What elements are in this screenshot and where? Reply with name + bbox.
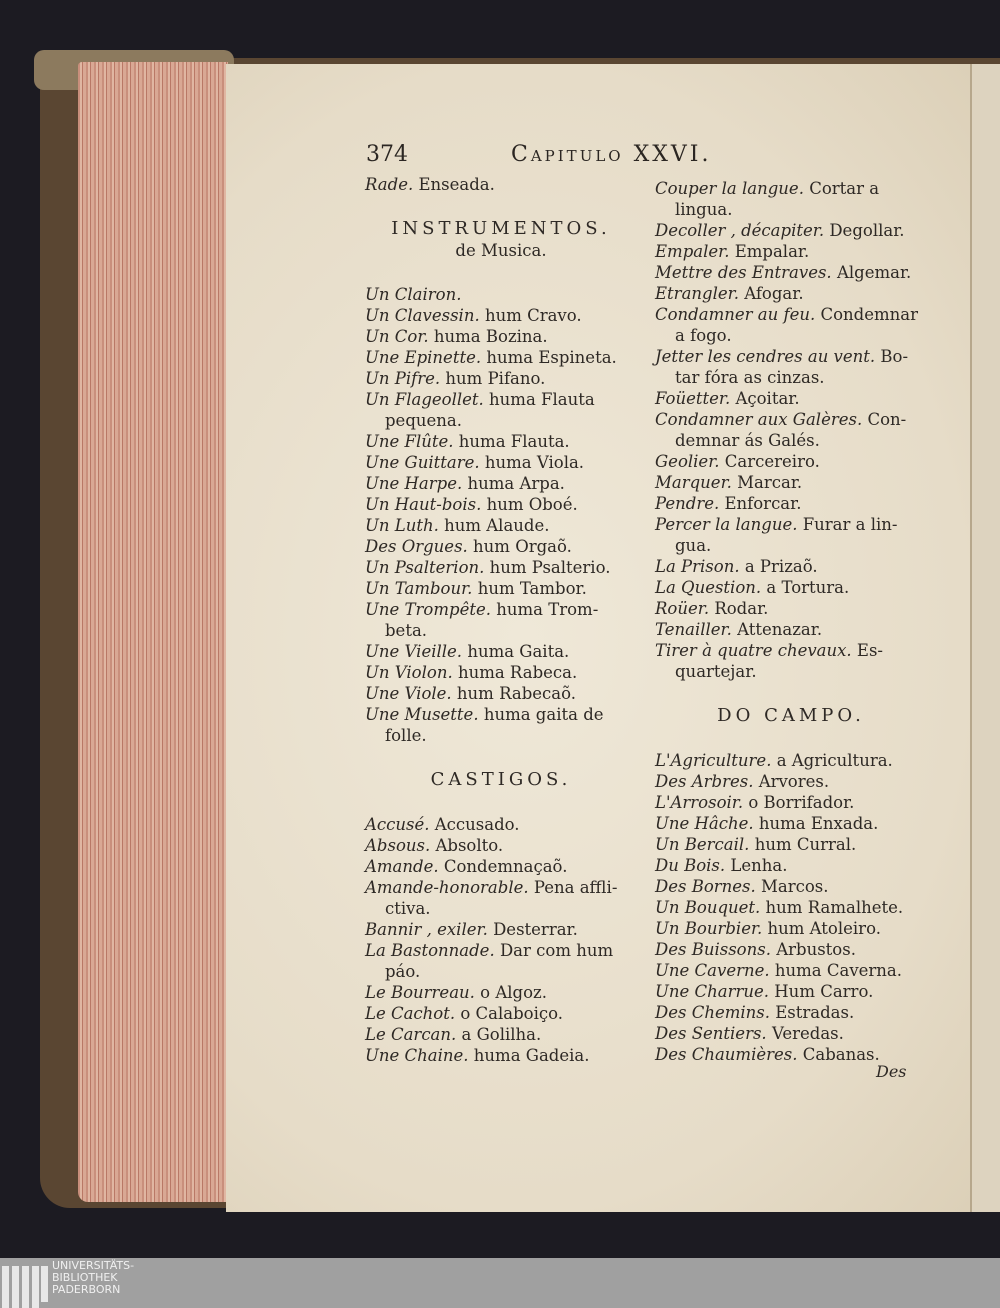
- glossary-entry: [365, 368, 637, 389]
- portuguese-term: huma Caverna.: [774, 961, 903, 980]
- glossary-entry: [655, 556, 927, 577]
- portuguese-term: o Calaboiço.: [460, 1004, 564, 1023]
- portuguese-term: huma Rabeca.: [457, 663, 578, 682]
- portuguese-term: Marcar.: [737, 473, 803, 492]
- portuguese-term: Veredas.: [771, 1024, 844, 1043]
- french-term: Une Viole.: [365, 684, 452, 703]
- glossary-entry: [655, 220, 927, 241]
- spacer: [655, 682, 927, 705]
- glossary-entry: [365, 940, 637, 961]
- french-term: Une Trompête.: [365, 600, 491, 619]
- french-term: Un Haut-bois.: [365, 495, 482, 514]
- french-term: Un Pifre.: [365, 369, 441, 388]
- french-term: La Prison.: [655, 557, 740, 576]
- left-column: [365, 174, 637, 1066]
- glossary-entry: [365, 515, 637, 536]
- french-term: Une Guittare.: [365, 453, 480, 472]
- french-term: Une Caverne.: [655, 961, 770, 980]
- portuguese-term: hum Curral.: [754, 835, 857, 854]
- glossary-entry: [655, 514, 927, 535]
- french-term: Un Bouquet.: [655, 898, 761, 917]
- portuguese-term: Estradas.: [775, 1003, 855, 1022]
- entry-continuation: ctiva.: [385, 899, 431, 918]
- portuguese-term: Cortar a: [809, 179, 880, 198]
- glossary-entry: [365, 431, 637, 452]
- portuguese-term: hum Alaude.: [444, 516, 550, 535]
- portuguese-term: huma Flauta: [489, 390, 595, 409]
- entry-continuation: demnar ás Galés.: [675, 431, 820, 450]
- glossary-entry: [365, 599, 637, 620]
- portuguese-term: Açoitar.: [735, 389, 800, 408]
- glossary-entry: [365, 347, 637, 368]
- portuguese-term: Algemar.: [836, 263, 912, 282]
- french-term: Absous.: [365, 836, 431, 855]
- glossary-entry: [365, 452, 637, 473]
- section-subheading: de Musica.: [455, 241, 547, 260]
- french-term: Une Flûte.: [365, 432, 454, 451]
- french-term: Tenailler.: [655, 620, 732, 639]
- french-term: Un Bercail.: [655, 835, 750, 854]
- glossary-entry: [365, 557, 637, 578]
- entry-continuation: a fogo.: [675, 326, 732, 345]
- portuguese-term: huma Espineta.: [486, 348, 617, 367]
- glossary-entry: [655, 960, 927, 981]
- catchword: Des: [876, 1062, 907, 1081]
- portuguese-term: hum Atoleiro.: [767, 919, 881, 938]
- spacer: [365, 195, 637, 218]
- french-term: Rade.: [365, 175, 414, 194]
- glossary-entry: [655, 1002, 927, 1023]
- glossary-entry: [365, 174, 637, 195]
- portuguese-term: Con-: [867, 410, 907, 429]
- portuguese-term: Condemnar: [820, 305, 918, 324]
- glossary-entry: [655, 598, 927, 619]
- glossary-entry: [365, 1003, 637, 1024]
- french-term: Une Hâche.: [655, 814, 754, 833]
- glossary-entry: [655, 855, 927, 876]
- french-term: Le Bourreau.: [365, 983, 475, 1002]
- library-logo-text: UNIVERSITÄTS- BIBLIOTHEK PADERBORN: [52, 1259, 135, 1296]
- french-term: Des Orgues.: [365, 537, 468, 556]
- french-term: Des Chaumières.: [655, 1045, 798, 1064]
- portuguese-term: Hum Carro.: [774, 982, 874, 1001]
- french-term: Le Carcan.: [365, 1025, 457, 1044]
- portuguese-term: a Prizaõ.: [744, 557, 818, 576]
- french-term: Des Chemins.: [655, 1003, 770, 1022]
- glossary-entry: [365, 814, 637, 835]
- french-term: La Question.: [655, 578, 762, 597]
- facing-page-edge: [970, 64, 1000, 1212]
- french-term: Du Bois.: [655, 856, 726, 875]
- running-header: [366, 142, 946, 168]
- glossary-entry: [655, 493, 927, 514]
- french-term: Le Cachot.: [365, 1004, 456, 1023]
- french-term: L'Arrosoir.: [655, 793, 744, 812]
- portuguese-term: hum Tambor.: [477, 579, 587, 598]
- french-term: Une Vieille.: [365, 642, 463, 661]
- glossary-entry: [655, 619, 927, 640]
- glossary-entry: [655, 750, 927, 771]
- entry-continuation: lingua.: [675, 200, 733, 219]
- section-heading: CASTIGOS.: [430, 769, 572, 790]
- portuguese-term: a Tortura.: [766, 578, 850, 597]
- glossary-entry: [655, 388, 927, 409]
- page-number: 374: [366, 142, 408, 167]
- portuguese-term: Condemnaçaõ.: [443, 857, 568, 876]
- french-term: Une Charrue.: [655, 982, 770, 1001]
- french-term: Decoller , décapiter.: [655, 221, 825, 240]
- french-term: Condamner aux Galères.: [655, 410, 863, 429]
- portuguese-term: huma Enxada.: [758, 814, 879, 833]
- glossary-entry: [655, 577, 927, 598]
- glossary-entry: [655, 939, 927, 960]
- french-term: Marquer.: [655, 473, 732, 492]
- glossary-entry: [655, 262, 927, 283]
- glossary-entry: [365, 536, 637, 557]
- portuguese-term: Dar com hum: [499, 941, 614, 960]
- portuguese-term: Accusado.: [434, 815, 520, 834]
- french-term: Etrangler.: [655, 284, 739, 303]
- portuguese-term: Absolto.: [435, 836, 504, 855]
- portuguese-term: hum Cravo.: [484, 306, 582, 325]
- french-term: Accusé.: [365, 815, 430, 834]
- portuguese-term: hum Rabecaõ.: [456, 684, 576, 703]
- french-term: Un Luth.: [365, 516, 439, 535]
- french-term: Des Arbres.: [655, 772, 754, 791]
- glossary-entry: [365, 326, 637, 347]
- entry-continuation: quartejar.: [675, 662, 757, 681]
- glossary-entry: [655, 771, 927, 792]
- glossary-entry: [655, 472, 927, 493]
- glossary-entry: [655, 876, 927, 897]
- portuguese-term: huma Arpa.: [467, 474, 565, 493]
- spacer: [365, 791, 637, 814]
- portuguese-term: hum Psalterio.: [489, 558, 611, 577]
- portuguese-term: Rodar.: [714, 599, 769, 618]
- page-edges: [78, 62, 228, 1202]
- glossary-entry: [365, 683, 637, 704]
- glossary-entry: [655, 451, 927, 472]
- french-term: Bannir , exiler.: [365, 920, 488, 939]
- portuguese-term: Carcereiro.: [724, 452, 820, 471]
- entry-continuation: beta.: [385, 621, 428, 640]
- glossary-entry: [655, 918, 927, 939]
- spacer: [655, 727, 927, 750]
- french-term: Un Violon.: [365, 663, 453, 682]
- french-term: Condamner au feu.: [655, 305, 816, 324]
- portuguese-term: Arvores.: [758, 772, 830, 791]
- section-heading: DO CAMPO.: [717, 705, 865, 726]
- glossary-entry: [655, 897, 927, 918]
- glossary-entry: [365, 877, 637, 898]
- french-term: Des Buissons.: [655, 940, 771, 959]
- spacer: [365, 746, 637, 769]
- french-term: Percer la langue.: [655, 515, 798, 534]
- portuguese-term: Lenha.: [730, 856, 788, 875]
- french-term: Un Cor.: [365, 327, 429, 346]
- portuguese-term: Arbustos.: [776, 940, 856, 959]
- french-term: Mettre des Entraves.: [655, 263, 832, 282]
- glossary-entry: [365, 578, 637, 599]
- french-term: Amande.: [365, 857, 439, 876]
- glossary-entry: [365, 1045, 637, 1066]
- spacer: [365, 261, 637, 284]
- french-term: Foüetter.: [655, 389, 731, 408]
- portuguese-term: Pena affli-: [533, 878, 618, 897]
- chapter-title: Capitulo XXVI.: [511, 142, 712, 167]
- french-term: Geolier.: [655, 452, 720, 471]
- portuguese-term: hum Ramalhete.: [765, 898, 904, 917]
- french-term: Des Sentiers.: [655, 1024, 767, 1043]
- portuguese-term: hum Pifano.: [445, 369, 546, 388]
- glossary-entry: [365, 856, 637, 877]
- french-term: L'Agriculture.: [655, 751, 772, 770]
- portuguese-term: Afogar.: [744, 284, 804, 303]
- glossary-entry: [365, 919, 637, 940]
- glossary-entry: [365, 284, 637, 305]
- glossary-entry: [365, 473, 637, 494]
- portuguese-term: Cabanas.: [802, 1045, 880, 1064]
- entry-continuation: tar fóra as cinzas.: [675, 368, 825, 387]
- portuguese-term: hum Oboé.: [486, 495, 578, 514]
- glossary-entry: [655, 813, 927, 834]
- french-term: Un Clavessin.: [365, 306, 480, 325]
- french-term: Une Musette.: [365, 705, 479, 724]
- entry-continuation: folle.: [385, 726, 427, 745]
- glossary-entry: [365, 305, 637, 326]
- portuguese-term: a Agricultura.: [776, 751, 893, 770]
- portuguese-term: Es-: [856, 641, 884, 660]
- glossary-entry: [655, 1023, 927, 1044]
- glossary-entry: [365, 389, 637, 410]
- portuguese-term: a Golilha.: [461, 1025, 542, 1044]
- glossary-entry: [655, 346, 927, 367]
- glossary-entry: [655, 792, 927, 813]
- portuguese-term: huma Flauta.: [458, 432, 570, 451]
- portuguese-term: o Borrifador.: [748, 793, 855, 812]
- portuguese-term: huma Gadeia.: [473, 1046, 590, 1065]
- portuguese-term: hum Orgaõ.: [473, 537, 572, 556]
- right-column: [655, 178, 927, 1065]
- portuguese-term: Empalar.: [734, 242, 810, 261]
- french-term: Un Psalterion.: [365, 558, 485, 577]
- french-term: Des Bornes.: [655, 877, 756, 896]
- portuguese-term: Furar a lin-: [802, 515, 898, 534]
- portuguese-term: Desterrar.: [493, 920, 578, 939]
- portuguese-term: Enforcar.: [724, 494, 802, 513]
- portuguese-term: huma Gaita.: [467, 642, 570, 661]
- french-term: Une Epinette.: [365, 348, 482, 367]
- portuguese-term: huma Viola.: [484, 453, 585, 472]
- glossary-entry: [655, 241, 927, 262]
- portuguese-term: Attenazar.: [737, 620, 823, 639]
- glossary-entry: [655, 981, 927, 1002]
- library-footer: [0, 1258, 1000, 1308]
- french-term: Une Harpe.: [365, 474, 463, 493]
- french-term: Un Tambour.: [365, 579, 473, 598]
- glossary-entry: [365, 641, 637, 662]
- french-term: Tirer à quatre chevaux.: [655, 641, 852, 660]
- glossary-entry: [655, 834, 927, 855]
- glossary-entry: [655, 283, 927, 304]
- glossary-entry: [365, 835, 637, 856]
- french-term: Un Clairon.: [365, 285, 462, 304]
- portuguese-term: Bo-: [880, 347, 909, 366]
- glossary-entry: [655, 640, 927, 661]
- portuguese-term: o Algoz.: [480, 983, 547, 1002]
- glossary-entry: [365, 704, 637, 725]
- french-term: Roüer.: [655, 599, 710, 618]
- french-term: Une Chaine.: [365, 1046, 469, 1065]
- french-term: Jetter les cendres au vent.: [655, 347, 876, 366]
- portuguese-term: huma gaita de: [483, 705, 604, 724]
- section-heading: INSTRUMENTOS.: [391, 218, 611, 239]
- portuguese-term: huma Bozina.: [433, 327, 548, 346]
- portuguese-term: Degollar.: [829, 221, 905, 240]
- glossary-entry: [365, 1024, 637, 1045]
- french-term: Couper la langue.: [655, 179, 804, 198]
- french-term: La Bastonnade.: [365, 941, 495, 960]
- portuguese-term: huma Trom-: [496, 600, 599, 619]
- portuguese-term: Enseada.: [418, 175, 495, 194]
- entry-continuation: pequena.: [385, 411, 462, 430]
- glossary-entry: [365, 494, 637, 515]
- entry-continuation: gua.: [675, 536, 712, 555]
- glossary-entry: [365, 662, 637, 683]
- french-term: Un Bourbier.: [655, 919, 763, 938]
- portuguese-term: Marcos.: [761, 877, 829, 896]
- glossary-entry: [655, 304, 927, 325]
- entry-continuation: páo.: [385, 962, 421, 981]
- glossary-entry: [365, 982, 637, 1003]
- french-term: Empaler.: [655, 242, 730, 261]
- french-term: Un Flageollet.: [365, 390, 484, 409]
- french-term: Amande-honorable.: [365, 878, 529, 897]
- glossary-entry: [655, 178, 927, 199]
- french-term: Pendre.: [655, 494, 720, 513]
- glossary-entry: [655, 409, 927, 430]
